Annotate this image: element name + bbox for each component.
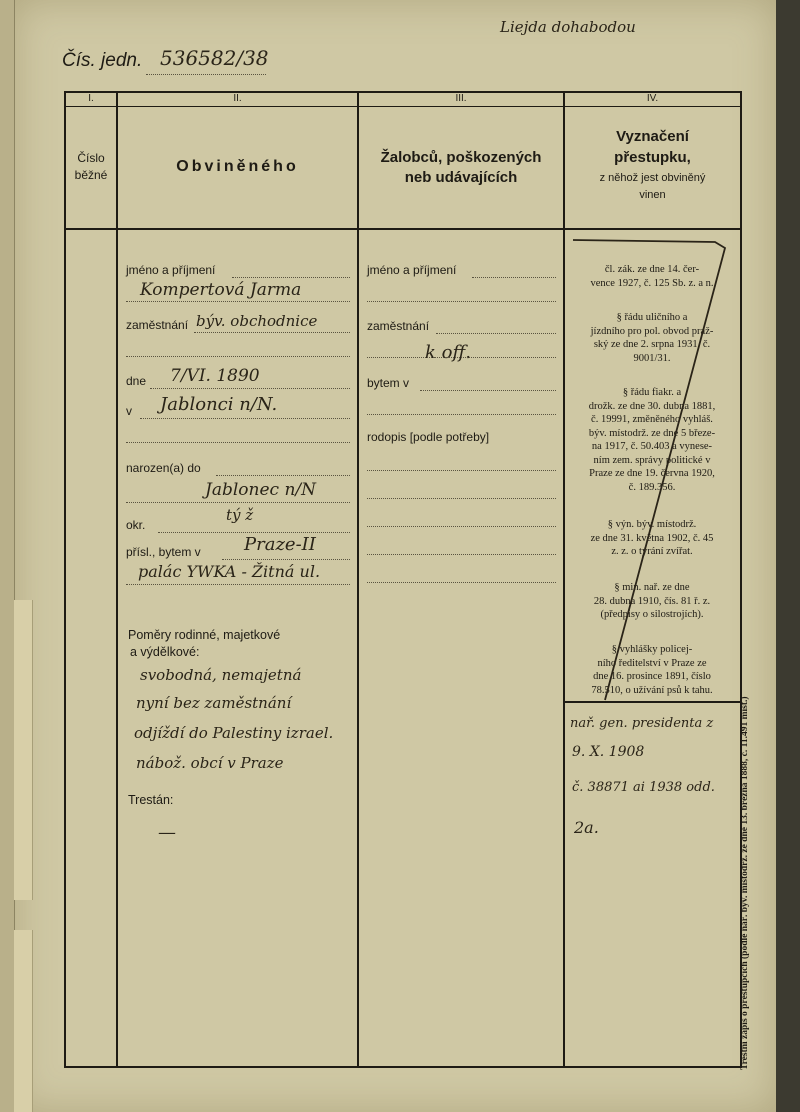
offense-line: (předpisy o silostrojích). [600,609,704,620]
table-bottom-border [64,1066,742,1068]
dotted-line [216,475,350,476]
strike-through-mark [565,230,740,705]
offense-line: ský ze dne 2. srpna 1931, č. [593,339,711,350]
offense-line: § výn. býv. místodrž. [607,519,697,530]
offense-line: z. z. o týrání zvířat. [611,546,693,557]
dotted-line [126,442,350,443]
district-value: tý ž [226,506,254,524]
col-num-2: II. [233,93,242,104]
ref-label: Čís. jedn. [62,50,143,71]
dotted-line [158,532,350,533]
date-label: dne [126,374,147,388]
place-label: v [126,404,132,418]
circ-label [128,627,280,661]
ref-number: 536582/38 [160,46,269,70]
offense-line: 28. dubna 1910, čís. 81 ř. z. [593,595,711,607]
header-zalobcu-line1: Žalobců, poškozených [380,149,542,166]
col-num-4: IV. [646,93,659,104]
col-divider-1 [116,91,118,1068]
dotted-line [126,584,350,585]
plaintiff-occupation-label: zaměstnání [367,319,430,333]
dotted-line [222,559,350,560]
dotted-line [436,333,556,334]
offense-hw-line1: nař. gen. presidenta z [570,716,714,731]
header-vyznaceni [565,126,740,202]
colnum-divider [66,106,740,107]
offense-line: vence 1927, č. 125 Sb. z. a n. [590,277,714,289]
offense-line: ze dne 31. května 1902, č. 45 [590,532,714,544]
dotted-line [472,277,556,278]
offense-line: 9001/31. [633,352,671,364]
dotted-line [367,301,556,302]
header-zalobcu-line2: neb udávajících [404,169,518,186]
background-edge [776,0,800,1112]
ref-line [146,74,266,75]
top-note: Liejda dohabodou [500,18,636,36]
born-label: narozen(a) do [126,461,201,475]
plaintiff-name-label: jméno a příjmení [367,263,457,277]
offense-line: drožk. ze dne 30. dubna 1881, [588,400,716,412]
offense-line: Praze ze dne 19. června 1920, [589,468,715,479]
circ-line4: nábož. obcí v Praze [136,754,284,772]
header-cislo [66,150,116,184]
street-value: palác YWKA - Žitná ul. [138,562,321,581]
offense-line: ního ředitelství v Praze ze [597,657,707,669]
offense-line: č. 19991, změněného vyhláš. [591,414,713,425]
dotted-line [126,356,350,357]
dotted-line [367,414,556,415]
occupation-value: býv. obchodnice [196,312,318,330]
header-vyznaceni-line1: Vyznačení [616,128,689,145]
table-left-border [64,91,66,1068]
offense-line: býv. místodrž. ze dne 5 březe- [588,427,716,439]
dotted-line [367,498,556,499]
district-label: okr. [126,518,146,532]
offense-line: jízdního pro pol. obvod praž- [590,325,714,337]
dotted-line [420,390,556,391]
name-value: Kompertová Jarma [140,280,302,300]
punished-value: — [158,822,176,843]
col-num-3: III. [455,93,467,104]
offense-line: na 1917, č. 50.403 a vynese- [591,441,713,452]
place-value: Jablonci n/N. [160,394,278,415]
residence-value: Praze-II [244,534,316,555]
offense-line: § min. nař. ze dne [614,582,690,593]
circ-label-line2: a výdělkové: [130,645,200,659]
header-zalobcu [359,148,563,188]
header-vyznaceni-sub2: vinen [639,189,666,201]
tape-strip [14,600,33,900]
dotted-line [367,470,556,471]
dotted-line [140,418,350,419]
plaintiff-occupation-value: k off. [425,342,471,363]
offense-line: § řádu fiakr. a [622,387,682,398]
offense-line: dne 16. prosince 1891, číslo [593,671,711,682]
residence-label: přísl., bytem v [126,545,201,559]
offense-hw-line2: 9. X. 1908 [572,744,645,760]
plaintiff-residence-label: bytem v [367,376,410,390]
offense-line: čl. zák. ze dne 14. čer- [604,264,700,275]
header-vyznaceni-line2: přestupku, [614,149,691,166]
tape-strip [14,930,33,1112]
dotted-line [194,332,350,333]
dotted-line [150,388,350,389]
dotted-line [367,582,556,583]
col-num-1: I. [88,93,94,104]
dotted-line [367,526,556,527]
circ-line3: odjíždí do Palestiny izrael. [134,724,334,742]
date-value: 7/VI. 1890 [170,366,260,386]
dotted-line [126,301,350,302]
side-form-title: Trestní zápis o přestupcích (podle nař. býv. místodrž. ze dne 13. března 1888, č. 11.491 míst.) [740,696,750,1070]
header-cislo-line2: běžné [74,168,108,182]
col-divider-2 [357,91,359,1068]
offense-line: § řádu uličního a [616,312,688,323]
offense-line: 78.510, o užívání psů k tahu. [591,684,713,696]
dotted-line [367,357,556,358]
offense-hw-line4: 2a. [574,818,599,837]
plaintiff-bio-label: rodopis [podle potřeby] [367,430,490,444]
born-value: Jablonec n/N [205,480,316,500]
offense-line: č. 189.356. [628,481,676,493]
punished-label: Trestán: [128,793,174,807]
header-cislo-line1: Číslo [77,151,105,165]
offense-hw-line3: č. 38871 ai 1938 odd. [572,780,715,795]
paper-edge [0,0,15,1112]
circ-line1: svobodná, nemajetná [140,666,302,684]
circ-label-line1: Poměry rodinné, majetkové [128,628,281,642]
dotted-line [126,502,350,503]
offense-line: ním zem. správy politické v [593,454,711,466]
dotted-line [367,554,556,555]
name-label: jméno a příjmení [126,263,216,277]
offense-line: § vyhlášky policej- [611,644,693,655]
header-vyznaceni-sub1: z něhož jest obviněný [599,172,706,184]
circ-line2: nyní bez zaměstnání [136,694,292,712]
header-obvineneho: Obviněného [176,158,299,175]
occupation-label: zaměstnání [126,318,189,332]
dotted-line [232,277,350,278]
